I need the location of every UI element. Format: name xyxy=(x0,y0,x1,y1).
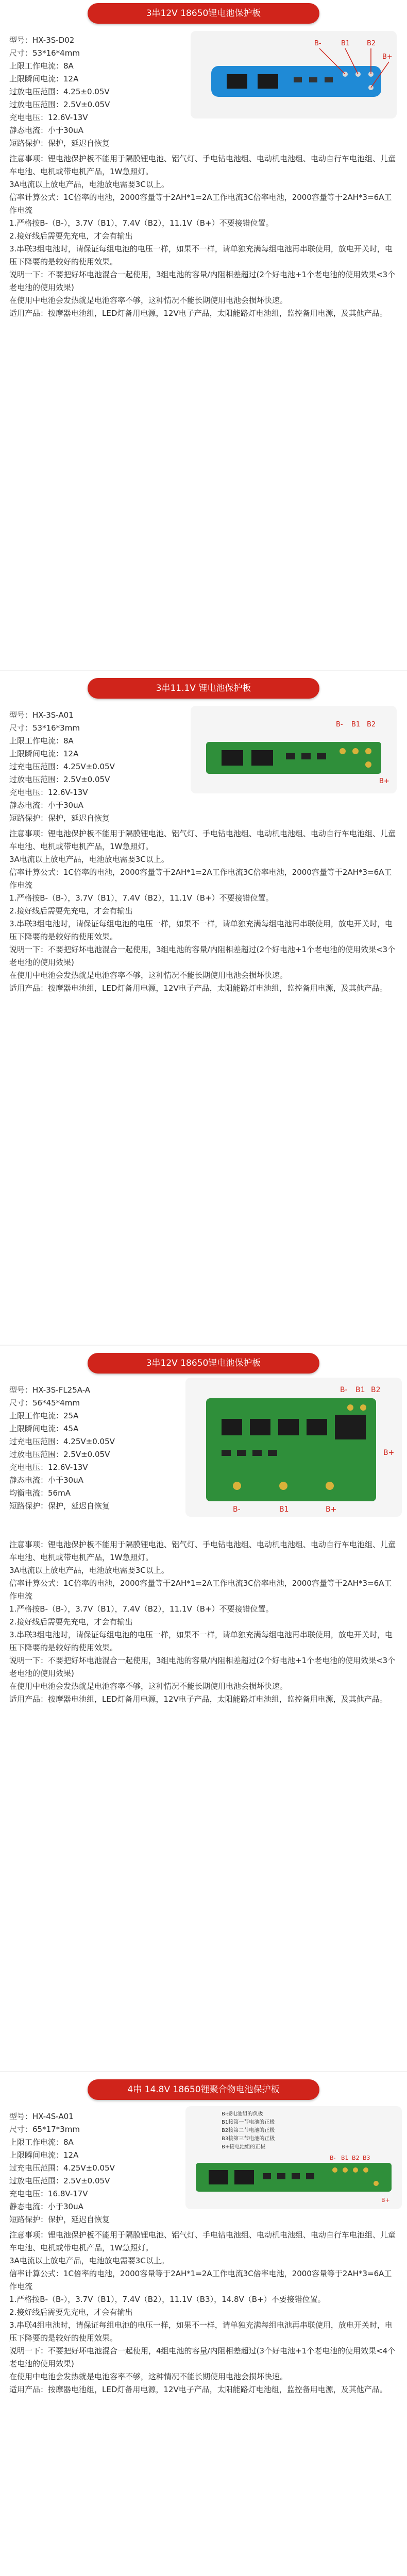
terminal-label: B2 xyxy=(352,2155,360,2161)
section-divider xyxy=(0,670,407,671)
note-paragraph: 3A电流以上放电产品，电池放电需要3C以上。 xyxy=(9,1566,169,1575)
spec-list xyxy=(9,2110,179,2226)
product-section-2 xyxy=(0,675,407,1345)
terminal-label: B1 xyxy=(279,1505,289,1514)
spec-overcharge: 过充电压范围：4.25V±0.05V xyxy=(9,1437,115,1446)
notes-block xyxy=(9,2229,398,2396)
note-paragraph: 注意事项：锂电池保护板不能用于隔膜锂电池、铝气灯、手电钻电池组、电动机电池组、电动自行车电池组、儿童车电池、电机或带电机产品，1W急照灯。 xyxy=(9,829,396,851)
spec-model: 型号：HX-3S-FL25A-A xyxy=(9,1385,91,1395)
product-section-4 xyxy=(0,2076,407,2576)
spec-balance-current: 均衡电流：56mA xyxy=(9,1488,71,1498)
spec-overdischarge: 过放电压范围：2.5V±0.05V xyxy=(9,2176,110,2185)
spec-current: 上限工作电流：8A xyxy=(9,736,74,745)
note-paragraph: 3.串联4组电池时，请保证每组电池的电压一样，如果不一样，请单独充满每组电池再串联使用，放电开关时，电压下降要的是较好的使用效果。 xyxy=(9,2320,393,2343)
note-paragraph: 注意事项：锂电池保护板不能用于隔膜锂电池、铝气灯、手电钻电池组、电动机电池组、电动自行车电池组、儿童车电池、电机或带电机产品，1W急照灯。 xyxy=(9,154,396,176)
spec-list xyxy=(9,1384,179,1513)
note-paragraph: 3A电流以上放电产品，电池放电需要3C以上。 xyxy=(9,855,169,864)
product-section-3 xyxy=(0,1350,407,2071)
board-photo-hx-3s-a01 xyxy=(191,706,397,793)
note-paragraph: 2.接好线后需要先充电，才会有输出 xyxy=(9,231,133,241)
note-paragraph: 在使用中电池会发热就是电池容率不够，这种情况不能长期使用电池会损坏快速。 xyxy=(9,971,288,980)
terminal-label: B1 xyxy=(341,40,350,47)
terminal-label: B- xyxy=(233,1505,241,1514)
terminal-label: B- xyxy=(314,40,321,47)
note-paragraph: 2.接好线后需要先充电，才会有输出 xyxy=(9,1617,133,1626)
notes-block xyxy=(9,1538,398,1706)
note-paragraph: 3.串联3组电池时，请保证每组电池的电压一样，如果不一样，请单独充满每组电池再串联使用，放电开关时，电压下降要的是较好的使用效果。 xyxy=(9,919,393,941)
spec-short-protection: 短路保护：保护，延迟自恢复 xyxy=(9,2215,110,2224)
note-paragraph: 在使用中电池会发热就是电池容率不够，这种情况不能长期使用电池会损坏快速。 xyxy=(9,296,288,305)
terminal-label: B2 xyxy=(367,721,376,728)
terminal-label: B+ xyxy=(382,53,393,61)
section-banner: 3串12V 18650锂电池保护板 xyxy=(88,1353,319,1374)
spec-charge-voltage: 充电电压：12.6V-13V xyxy=(9,1463,88,1472)
board-photo-hx-3s-fl25a xyxy=(185,1378,402,1517)
spec-model: 型号：HX-4S-A01 xyxy=(9,2112,74,2121)
section-divider xyxy=(0,2071,407,2072)
note-paragraph: 1.严格按B-（B-），3.7V（B1），7.4V（B2），11.1V（B3），14.8V（B+）不要接错位置。 xyxy=(9,2295,326,2304)
note-paragraph: 注意事项：锂电池保护板不能用于隔膜锂电池、铝气灯、手电钻电池组、电动机电池组、电动自行车电池组、儿童车电池、电机或带电机产品，1W急照灯。 xyxy=(9,2230,396,2252)
note-paragraph: 适用产品：按摩器电池组，LED灯备用电源，12V电子产品，太阳能路灯电池组，监控备用电源，及其他产品。 xyxy=(9,984,387,993)
note-paragraph: 1.严格按B-（B-），3.7V（B1），7.4V（B2），11.1V（B+）不要接错位置。 xyxy=(9,1604,274,1614)
spec-current: 上限工作电流：8A xyxy=(9,2138,74,2147)
wiring-legend-line: B+接电池组的正极 xyxy=(222,2144,266,2150)
spec-static-current: 静态电流：小于30uA xyxy=(9,801,83,810)
note-paragraph: 注意事项：锂电池保护板不能用于隔膜锂电池、铝气灯、手电钻电池组、电动机电池组、电动自行车电池组、儿童车电池、电机或带电机产品，1W急照灯。 xyxy=(9,1540,396,1562)
board-photo-hx-3s-d02 xyxy=(191,31,397,118)
note-paragraph: 信率计算公式：1C倍率的电池，2000容量等于2AH*1=2A工作电流3C倍率电池，2000容量等于2AH*3=6A工作电流 xyxy=(9,1579,392,1601)
spec-static-current: 静态电流：小于30uA xyxy=(9,2202,83,2211)
spec-short-protection: 短路保护：保护，延迟自恢复 xyxy=(9,139,110,148)
spec-overcharge: 过充电压范围：4.25V±0.05V xyxy=(9,2163,115,2173)
wiring-legend-line: B-接电池组的负极 xyxy=(222,2111,263,2117)
note-paragraph: 2.接好线后需要先充电，才会有输出 xyxy=(9,2308,133,2317)
spec-overdischarge: 过放电压范围：2.5V±0.05V xyxy=(9,1450,110,1459)
section-divider xyxy=(0,1345,407,1346)
spec-short-protection: 短路保护：保护，延迟自恢复 xyxy=(9,1501,110,1511)
section-banner: 4串 14.8V 18650锂聚合物电池保护板 xyxy=(88,2079,319,2100)
spec-size: 尺寸：53*16*4mm xyxy=(9,48,80,58)
spec-peak-current: 上限瞬间电流：45A xyxy=(9,1424,79,1433)
spec-size: 尺寸：56*45*4mm xyxy=(9,1398,80,1408)
note-paragraph: 说明一下：不要把好坏电池混合一起使用，3组电池的容量/内阻相差超过(2个好电池+1个老电池的使用效果<3个老电池的使用效果) xyxy=(9,270,396,292)
note-paragraph: 1.严格按B-（B-），3.7V（B1），7.4V（B2），11.1V（B+）不要接错位置。 xyxy=(9,218,274,228)
note-paragraph: 在使用中电池会发热就是电池容率不够，这种情况不能长期使用电池会损坏快速。 xyxy=(9,1682,288,1691)
spec-overcharge: 过充电压范围：4.25V±0.05V xyxy=(9,762,115,771)
product-section-1 xyxy=(0,0,407,670)
board-photo-hx-4s-a01 xyxy=(185,2106,402,2209)
note-paragraph: 3A电流以上放电产品，电池放电需要3C以上。 xyxy=(9,2256,169,2265)
spec-overdischarge: 过放电压范围：2.5V±0.05V xyxy=(9,100,110,109)
terminal-label: B+ xyxy=(326,1505,337,1514)
terminal-label: B+ xyxy=(383,1449,395,1457)
notes-block xyxy=(9,152,398,320)
note-paragraph: 1.严格按B-（B-），3.7V（B1），7.4V（B2），11.1V（B+）不要接错位置。 xyxy=(9,893,274,903)
note-paragraph: 2.接好线后需要先充电，才会有输出 xyxy=(9,906,133,916)
spec-overdischarge: 过放电压范围：2.5V±0.05V xyxy=(9,775,110,784)
note-paragraph: 说明一下：不要把好坏电池混合一起使用，3组电池的容量/内阻相差超过(2个好电池+1个老电池的使用效果<3个老电池的使用效果) xyxy=(9,1656,396,1678)
note-paragraph: 适用产品：按摩器电池组，LED灯备用电源，12V电子产品，太阳能路灯电池组，监控备用电源，及其他产品。 xyxy=(9,309,387,318)
spec-size: 尺寸：65*17*3mm xyxy=(9,2125,80,2134)
spec-charge-voltage: 充电电压：12.6V-13V xyxy=(9,788,88,797)
terminal-label: B1 xyxy=(355,1386,365,1394)
spec-peak-current: 上限瞬间电流：12A xyxy=(9,2150,79,2160)
note-paragraph: 3.串联3组电池时，请保证每组电池的电压一样，如果不一样，请单独充满每组电池再串联使用，放电开关时，电压下降要的是较好的使用效果。 xyxy=(9,244,393,266)
note-paragraph: 适用产品：按摩器电池组，LED灯备用电源，12V电子产品，太阳能路灯电池组，监控备用电源，及其他产品。 xyxy=(9,2385,387,2394)
spec-overcharge: 过放电压范围：4.25±0.05V xyxy=(9,87,110,96)
terminal-label: B+ xyxy=(379,777,389,785)
spec-short-protection: 短路保护：保护，延迟自恢复 xyxy=(9,814,110,823)
terminal-label: B3 xyxy=(363,2155,370,2161)
notes-block xyxy=(9,827,398,995)
terminal-label: B+ xyxy=(381,2197,390,2204)
spec-charge-voltage: 充电电压：12.6V-13V xyxy=(9,113,88,122)
spec-peak-current: 上限瞬间电流：12A xyxy=(9,749,79,758)
spec-charge-voltage: 充电电压：16.8V-17V xyxy=(9,2189,88,2198)
wiring-legend-line: B2接第二节电池的正极 xyxy=(222,2128,275,2133)
note-paragraph: 在使用中电池会发热就是电池容率不够，这种情况不能长期使用电池会损坏快速。 xyxy=(9,2372,288,2381)
spec-peak-current: 上限瞬间电流：12A xyxy=(9,74,79,83)
spec-model: 型号：HX-3S-D02 xyxy=(9,36,75,45)
note-paragraph: 信率计算公式：1C倍率的电池，2000容量等于2AH*1=2A工作电流3C倍率电池，2000容量等于2AH*3=6A工作电流 xyxy=(9,2269,392,2291)
section-banner: 3串12V 18650锂电池保护板 xyxy=(88,3,319,24)
note-paragraph: 信率计算公式：1C倍率的电池，2000容量等于2AH*1=2A工作电流3C倍率电池，2000容量等于2AH*3=6A工作电流 xyxy=(9,868,392,890)
note-paragraph: 信率计算公式：1C倍率的电池，2000容量等于2AH*1=2A工作电流3C倍率电池，2000容量等于2AH*3=6A工作电流 xyxy=(9,193,392,215)
spec-list xyxy=(9,34,179,150)
terminal-label: B- xyxy=(340,1386,348,1394)
wiring-legend-line: B3接第三节电池的正极 xyxy=(222,2136,275,2142)
terminal-label: B1 xyxy=(351,721,361,728)
spec-current: 上限工作电流：25A xyxy=(9,1411,79,1420)
note-paragraph: 说明一下：不要把好坏电池混合一起使用，3组电池的容量/内阻相差超过(2个好电池+1个老电池的使用效果<3个老电池的使用效果) xyxy=(9,945,396,967)
note-paragraph: 3A电流以上放电产品，电池放电需要3C以上。 xyxy=(9,180,169,189)
terminal-label: B2 xyxy=(367,40,376,47)
terminal-label: B- xyxy=(336,721,343,728)
terminal-label: B1 xyxy=(341,2155,349,2161)
terminal-label: B2 xyxy=(371,1386,381,1394)
spec-static-current: 静态电流：小于30uA xyxy=(9,126,83,135)
spec-size: 尺寸：53*16*3mm xyxy=(9,723,80,733)
note-paragraph: 适用产品：按摩器电池组，LED灯备用电源，12V电子产品，太阳能路灯电池组，监控备用电源，及其他产品。 xyxy=(9,1694,387,1704)
spec-list xyxy=(9,709,179,825)
spec-model: 型号：HX-3S-A01 xyxy=(9,710,74,720)
section-banner: 3串11.1V 锂电池保护板 xyxy=(88,678,319,699)
note-paragraph: 说明一下：不要把好坏电池混合一起使用，4组电池的容量/内阻相差超过(3个好电池+1个老电池的使用效果<4个老电池的使用效果) xyxy=(9,2346,396,2368)
spec-current: 上限工作电流：8A xyxy=(9,61,74,71)
spec-static-current: 静态电流：小于30uA xyxy=(9,1476,83,1485)
note-paragraph: 3.串联3组电池时，请保证每组电池的电压一样，如果不一样，请单独充满每组电池再串联使用，放电开关时，电压下降要的是较好的使用效果。 xyxy=(9,1630,393,1652)
terminal-label: B- xyxy=(330,2155,336,2161)
wiring-legend-line: B1接第一节电池的正极 xyxy=(222,2120,275,2125)
